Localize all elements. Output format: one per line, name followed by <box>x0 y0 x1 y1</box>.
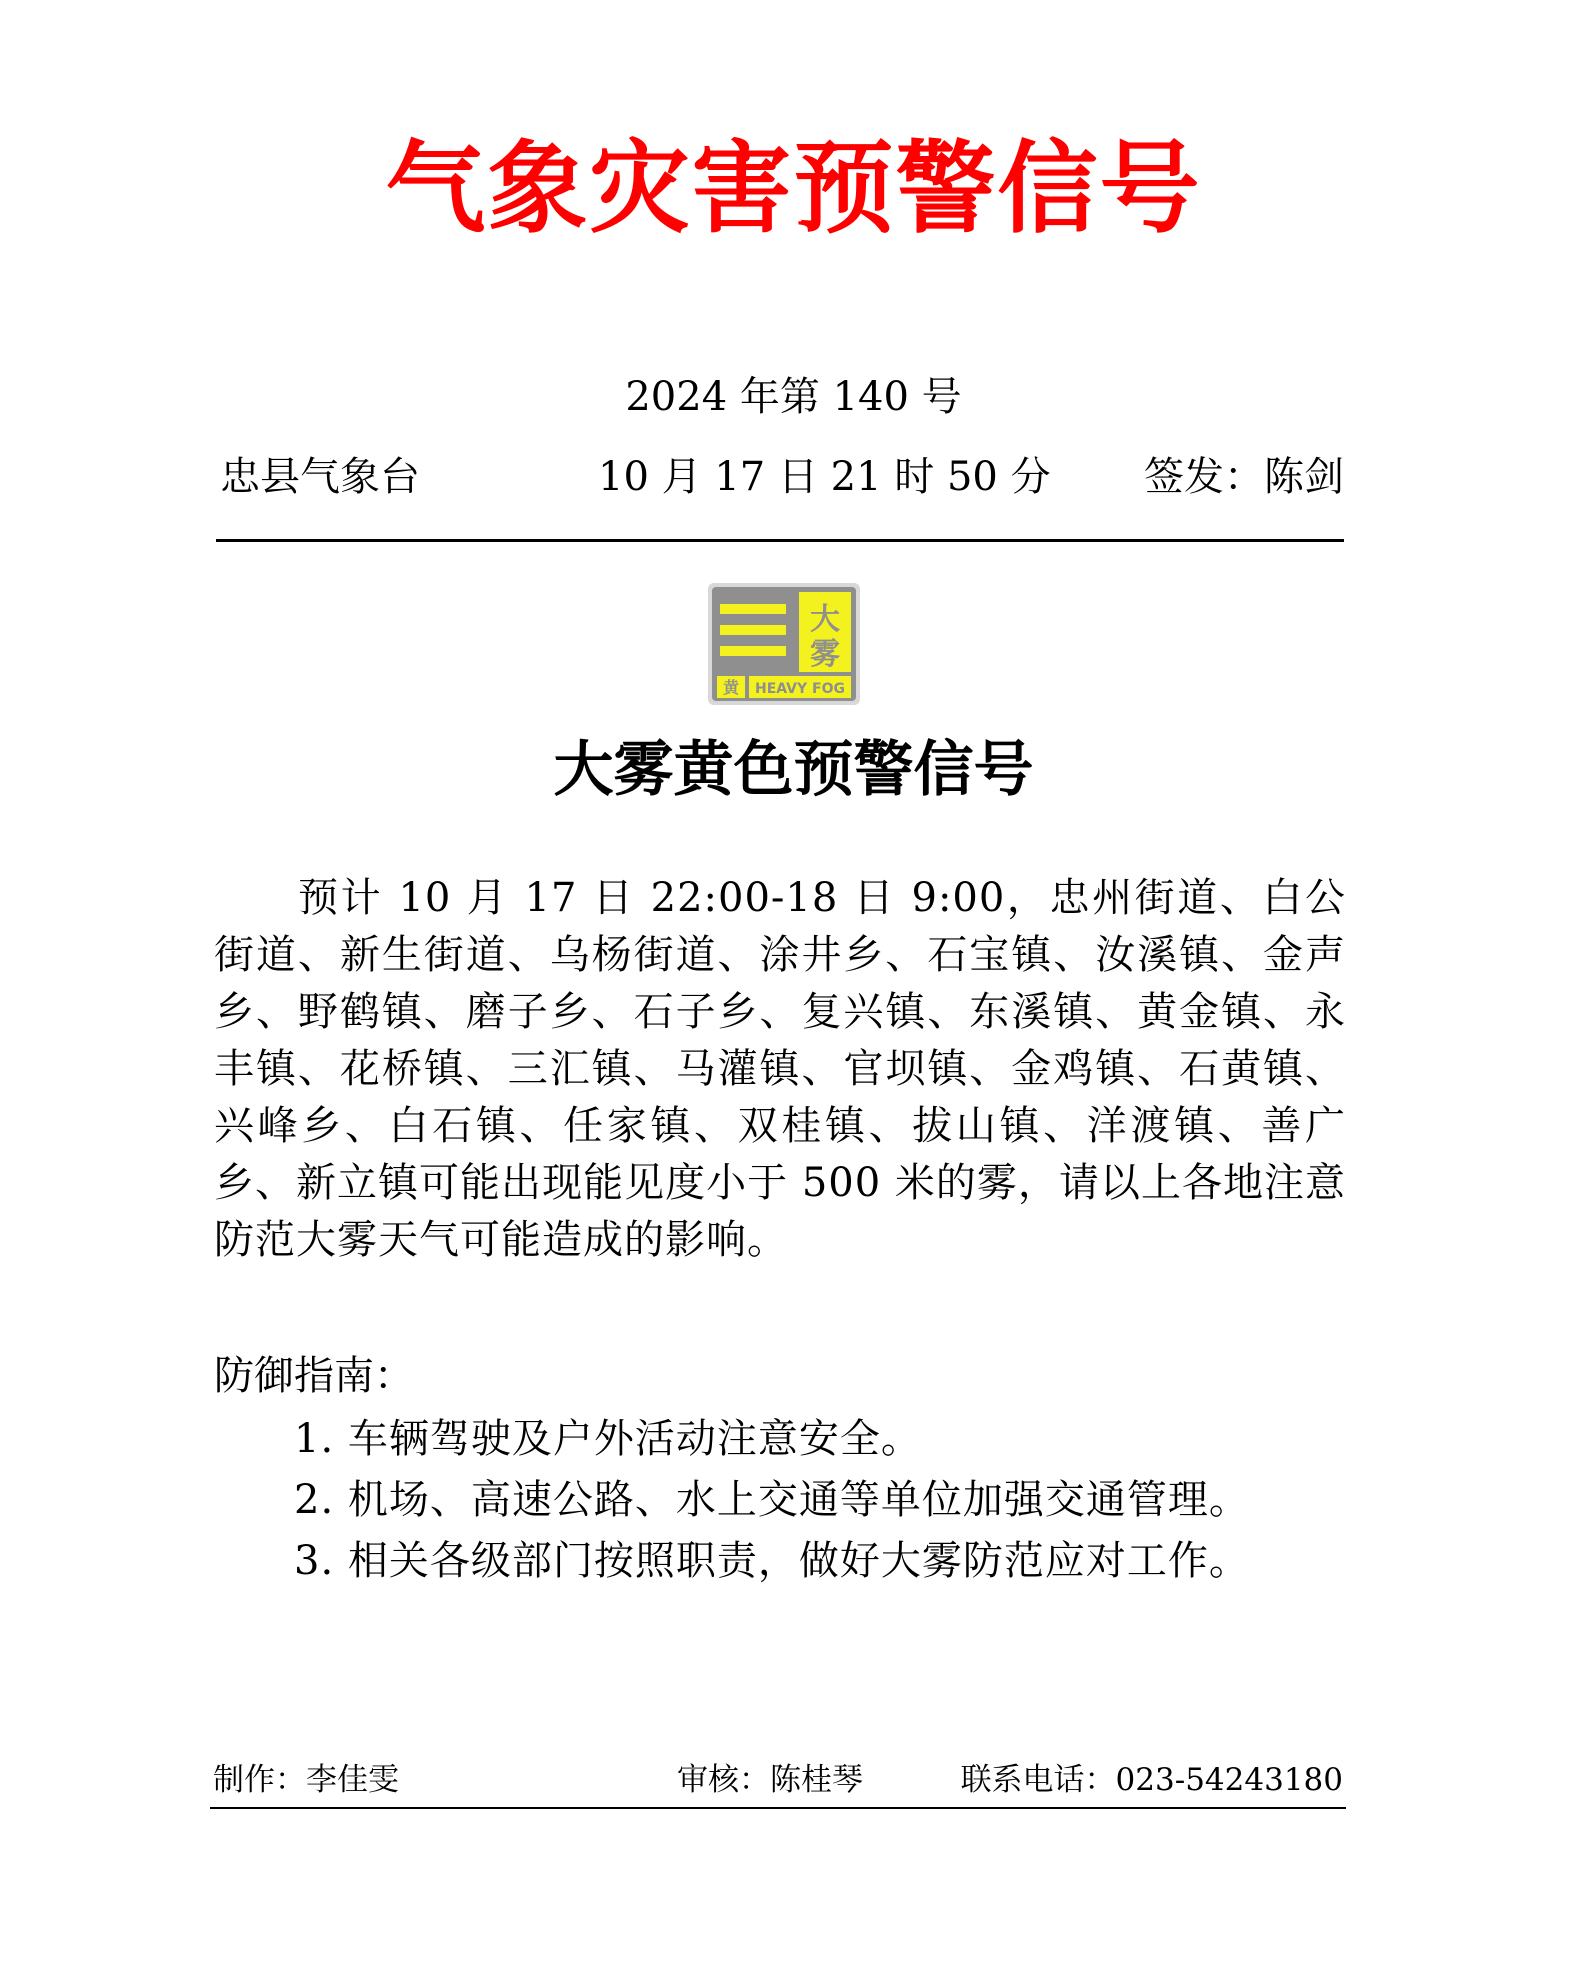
issue-time: 10 月 17 日 21 时 50 分 <box>598 454 1051 500</box>
footer-phone: 联系电话：023-54243180 <box>960 1762 1343 1798</box>
heavy-fog-yellow-icon <box>707 582 861 706</box>
fog-icon-char-top: 大 <box>810 602 840 637</box>
guide-item: 1. 车辆驾驶及户外活动注意安全。 <box>294 1416 922 1462</box>
signer: 签发：陈剑 <box>1144 454 1344 500</box>
footer-divider <box>210 1807 1346 1809</box>
header-divider <box>216 539 1344 542</box>
guide-item: 2. 机场、高速公路、水上交通等单位加强交通管理。 <box>294 1477 1250 1523</box>
footer-maker: 制作：李佳雯 <box>213 1762 399 1798</box>
guide-heading: 防御指南： <box>214 1353 414 1399</box>
issue-number: 2024 年第 140 号 <box>625 374 962 420</box>
warning-body: 预计 10 月 17 日 22:00-18 日 9:00，忠州街道、白公街道、新生街道、乌杨街道、涂井乡、石宝镇、汝溪镇、金声乡、野鹤镇、磨子乡、石子乡、复兴镇、东溪镇、黄金镇、永丰镇、花桥镇、三汇镇、马灌镇、官坝镇、金鸡镇、石黄镇、兴峰乡、白石镇、任家镇、双桂镇、拔山镇、洋渡镇、善广乡、新立镇可能出现能见度小于 500 米的雾，请以上各地注意防范大雾天气可能造成的影响。 <box>214 875 1346 1263</box>
fog-icon-char-bottom: 雾 <box>810 637 840 672</box>
document-title: 气象灾害预警信号 <box>385 129 1202 247</box>
footer-reviewer: 审核：陈桂琴 <box>677 1762 863 1798</box>
fog-icon-english: HEAVY FOG <box>755 681 845 697</box>
guide-item: 3. 相关各级部门按照职责，做好大雾防范应对工作。 <box>294 1538 1250 1584</box>
fog-icon-small-char: 黄 <box>722 678 740 697</box>
warning-title: 大雾黄色预警信号 <box>553 735 1034 805</box>
guide-list <box>294 1409 1250 1592</box>
issuing-office: 忠县气象台 <box>220 454 420 500</box>
